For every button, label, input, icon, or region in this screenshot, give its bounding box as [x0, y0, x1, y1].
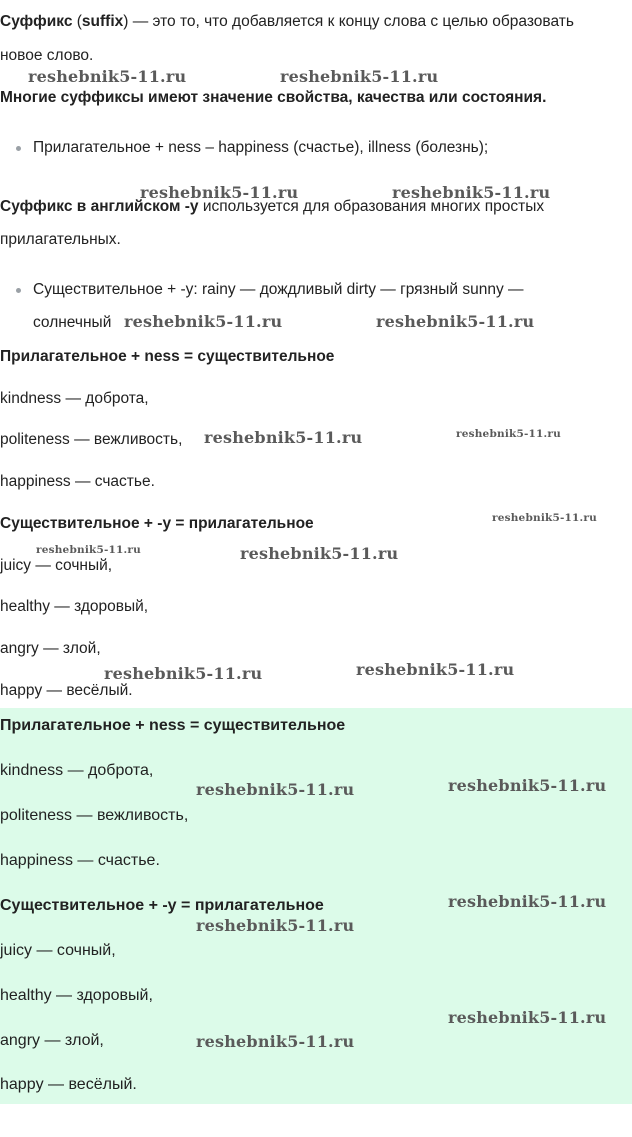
- answer-item: happiness — счастье.: [0, 852, 160, 869]
- watermark: reshebnik5-11.ru: [492, 512, 597, 524]
- watermark: reshebnik5-11.ru: [456, 428, 561, 440]
- watermark: reshebnik5-11.ru: [240, 544, 399, 563]
- definition-text: ) — это то, что добавляется к концу слова с целью образовать: [123, 13, 574, 30]
- watermark: reshebnik5-11.ru: [196, 916, 355, 935]
- answer-heading-ness: Прилагательное + ness = существительное: [0, 717, 346, 734]
- list-item: healthy — здоровый,: [0, 598, 149, 615]
- list-item: kindness — доброта,: [0, 390, 149, 407]
- paren-open: (: [72, 13, 82, 30]
- answer-item: kindness — доброта,: [0, 762, 154, 779]
- answer-item: healthy — здоровый,: [0, 987, 153, 1004]
- definition-line2: новое слово.: [0, 47, 94, 64]
- rule-heading-ness: Прилагательное + ness = существительное: [0, 348, 335, 365]
- meaning-line: Многие суффиксы имеют значение свойства, качества или состояния.: [0, 89, 547, 106]
- y-suffix-bold: Суффикс в английском -y: [0, 198, 199, 215]
- watermark: reshebnik5-11.ru: [28, 67, 187, 86]
- watermark: reshebnik5-11.ru: [356, 660, 515, 679]
- bullet-text: Прилагательное + ness – happiness (счастье), illness (болезнь);: [33, 139, 489, 156]
- watermark: reshebnik5-11.ru: [280, 67, 439, 86]
- watermark: reshebnik5-11.ru: [448, 892, 607, 911]
- list-item: politeness — вежливость,: [0, 431, 183, 448]
- watermark: reshebnik5-11.ru: [196, 780, 355, 799]
- watermark: reshebnik5-11.ru: [196, 1032, 355, 1051]
- suffix-term: Суффикс: [0, 13, 73, 30]
- watermark: reshebnik5-11.ru: [448, 1008, 607, 1027]
- y-suffix-line2: прилагательных.: [0, 231, 121, 248]
- watermark: reshebnik5-11.ru: [104, 664, 263, 683]
- watermark: reshebnik5-11.ru: [36, 544, 141, 556]
- suffix-term-en: suffix: [81, 13, 124, 30]
- answer-item: angry — злой,: [0, 1032, 104, 1049]
- list-item: juicy — сочный,: [0, 557, 113, 574]
- bullet-dot: [16, 146, 21, 151]
- answer-heading-y: Существительное + -y = прилагательное: [0, 897, 324, 914]
- list-item: angry — злой,: [0, 640, 101, 657]
- y-suffix-text: используется для образования многих простых: [198, 198, 545, 215]
- bullet-text-line2: солнечный: [33, 314, 112, 331]
- bullet-dot: [16, 288, 21, 293]
- answer-item: politeness — вежливость,: [0, 807, 189, 824]
- list-item: happy — весёлый.: [0, 682, 133, 699]
- watermark: reshebnik5-11.ru: [140, 183, 299, 202]
- rule-heading-y: Существительное + -y = прилагательное: [0, 515, 314, 532]
- bullet-text: Существительное + -y: rainy — дождливый dirty — грязный sunny —: [33, 281, 524, 298]
- answer-item: juicy — сочный,: [0, 942, 116, 959]
- answer-item: happy — весёлый.: [0, 1076, 137, 1093]
- watermark: reshebnik5-11.ru: [376, 312, 535, 331]
- watermark: reshebnik5-11.ru: [204, 428, 363, 447]
- watermark: reshebnik5-11.ru: [124, 312, 283, 331]
- list-item: happiness — счастье.: [0, 473, 155, 490]
- suffix-definition: [0, 13, 574, 31]
- watermark: reshebnik5-11.ru: [448, 776, 607, 795]
- watermark: reshebnik5-11.ru: [392, 183, 551, 202]
